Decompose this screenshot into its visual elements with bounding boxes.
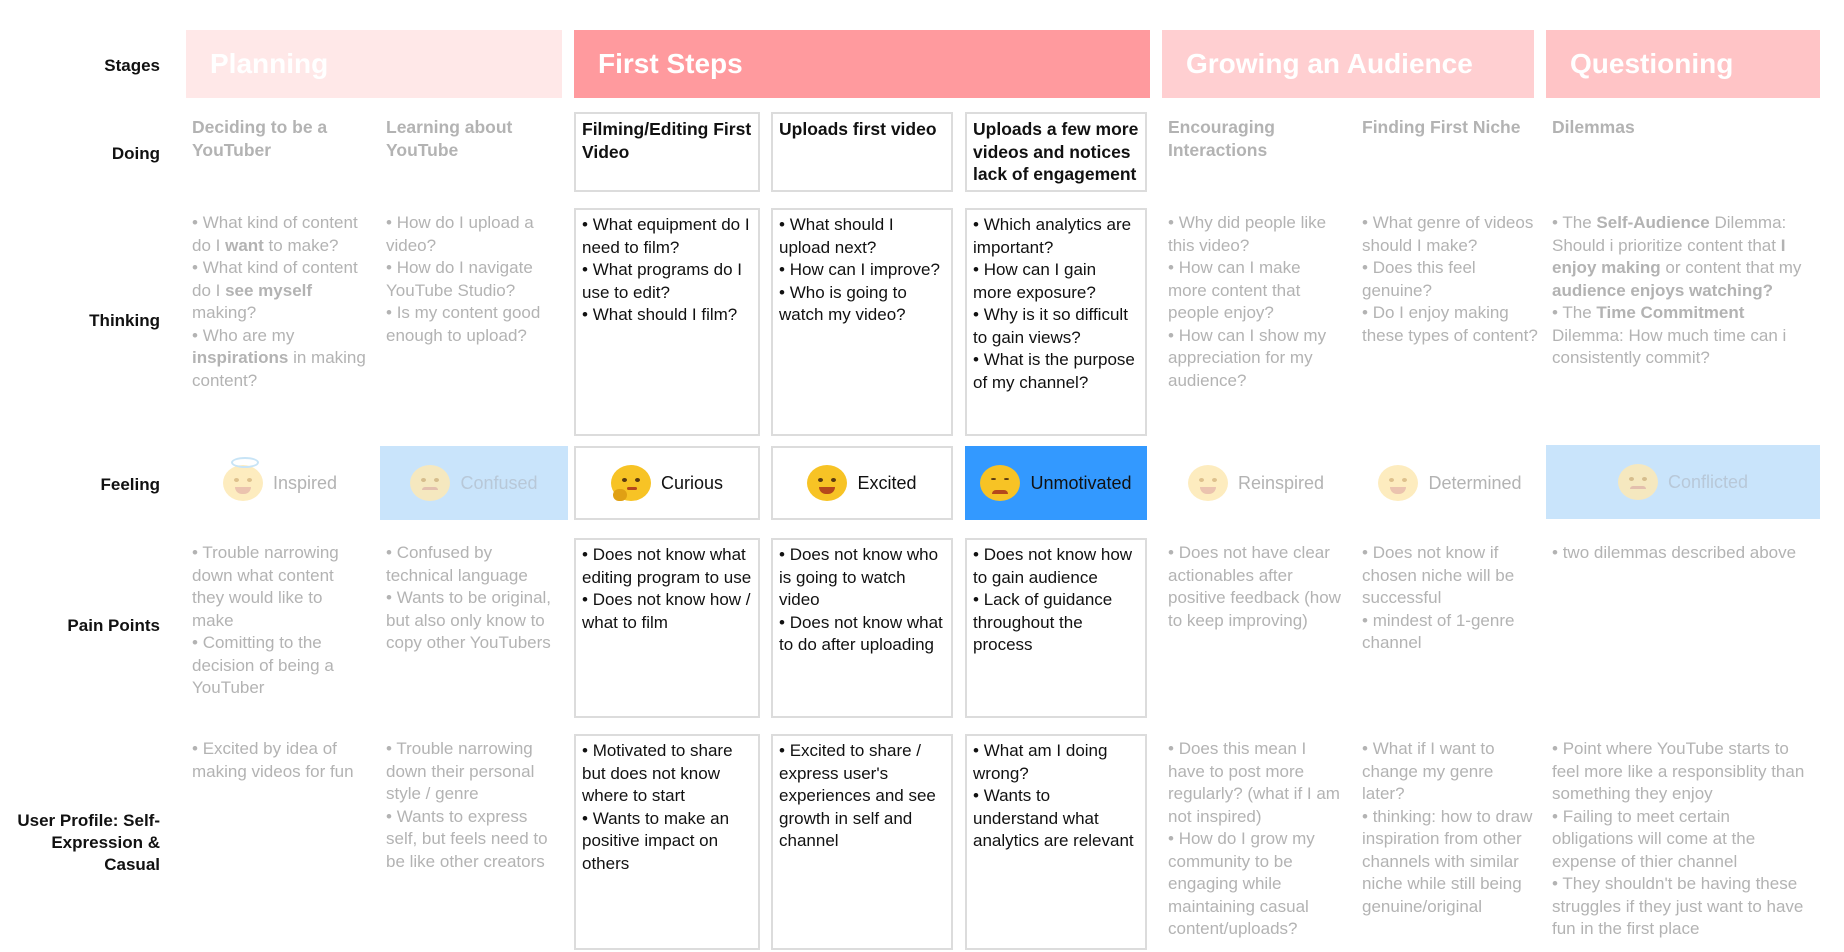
bullet-list [1552, 542, 1814, 565]
thinking-text: What kind of content do I [192, 213, 358, 255]
doing-cell [186, 112, 374, 192]
thinking-item: • Why is it so difficult to gain views? [973, 304, 1139, 349]
laughing-face-emoji-icon [1188, 465, 1228, 501]
pain-point-item: • Does not know how / what to film [582, 589, 752, 634]
bullet-list [1168, 738, 1344, 941]
doing-text: Deciding to be a YouTuber [192, 117, 328, 160]
pain-points-cell [1546, 538, 1820, 718]
bullet-list [582, 214, 752, 327]
thinking-item: • What programs do I use to edit? [582, 259, 752, 304]
bullet-list [1168, 212, 1344, 392]
profile-item: • Wants to understand what analytics are relevant [973, 785, 1139, 853]
feeling-cell [186, 446, 374, 520]
bullet-list [779, 740, 945, 853]
thinking-item: • Does this feel genuine? [1362, 257, 1538, 302]
doing-cell [965, 112, 1147, 192]
thinking-cell [186, 208, 374, 436]
doing-text: Dilemmas [1552, 117, 1635, 137]
feeling-label: Curious [660, 472, 724, 493]
profile-item: • Wants to make an positive impact on others [582, 808, 752, 876]
profile-item: • Motivated to share but does not know where to start [582, 740, 752, 808]
thinking-text: Dilemma: Should i prioritize content that [1552, 213, 1787, 255]
thinking-cell [965, 208, 1147, 436]
doing-cell [771, 112, 953, 192]
pain-points-cell [574, 538, 760, 718]
thinking-item: • What is the purpose of my channel? [973, 349, 1139, 394]
doing-text: Filming/Editing First Video [582, 119, 752, 162]
user-profile-cell [1546, 734, 1820, 950]
pain-point-item: • Comitting to the decision of being a YouTuber [192, 632, 368, 700]
profile-item: • thinking: how to draw inspiration from other channels with similar niche while still being genuine/original [1362, 806, 1538, 919]
stage-label: Planning [210, 48, 329, 79]
feeling-cell [1546, 445, 1820, 519]
stage-label: Questioning [1570, 48, 1734, 79]
thinking-text: Who are my [202, 325, 295, 345]
pain-points-cell [186, 538, 374, 718]
feeling-label: Excited [857, 472, 917, 493]
grinning-face-emoji-icon [1378, 465, 1418, 501]
excited-face-emoji-icon [807, 465, 847, 501]
row-label-user-profile: User Profile: Self-Expression & Casual [17, 811, 160, 874]
pain-point-item: • Does not know what editing program to use [582, 544, 752, 589]
pain-point-item: • mindest of 1-genre channel [1362, 610, 1538, 655]
pain-points-cell [771, 538, 953, 718]
feeling-cell [574, 446, 760, 520]
user-profile-cell [1356, 734, 1544, 950]
thinking-item: • How do I upload a video? [386, 212, 562, 257]
feeling-cell [1162, 446, 1350, 520]
bullet-list [582, 740, 752, 875]
pain-point-item: • Wants to be original, but also only know to copy other YouTubers [386, 587, 562, 655]
thinking-cell [1356, 208, 1544, 436]
pain-point-item: • Lack of guidance throughout the process [973, 589, 1139, 657]
emphasis-text: see myself [225, 280, 313, 300]
bullet-list [386, 542, 562, 655]
stage-label: First Steps [598, 48, 743, 79]
thinking-text: What kind of content do I [192, 258, 358, 300]
emphasis-text: Self-Audience [1596, 213, 1710, 232]
feeling-cell [1356, 446, 1544, 520]
user-profile-cell [965, 734, 1147, 950]
thinking-cell [574, 208, 760, 436]
feeling-label: Conflicted [1667, 471, 1749, 492]
feeling-label: Unmotivated [1030, 472, 1132, 493]
pain-points-cell [965, 538, 1147, 718]
row-label-pain-points: Pain Points [67, 616, 160, 635]
pain-point-item: • Does not know how to gain audience [973, 544, 1139, 589]
doing-cell [1356, 112, 1544, 192]
thinking-item: • Why did people like this video? [1168, 212, 1344, 257]
pain-point-item: • two dilemmas described above [1552, 542, 1814, 565]
profile-item: • Excited to share / express user's experiences and see growth in self and channel [779, 740, 945, 853]
pain-point-item: • Does not know what to do after uploading [779, 612, 945, 657]
feeling-cell [771, 446, 953, 520]
pain-point-item: • Does not know if chosen niche will be successful [1362, 542, 1538, 610]
row-label-doing: Doing [111, 144, 160, 163]
thinking-item [192, 325, 368, 393]
thinking-text: The [1562, 213, 1597, 232]
pain-points-cell [1356, 538, 1544, 718]
profile-item: • Point where YouTube starts to feel more like a responsiblity than something they enjoy [1552, 738, 1814, 806]
feeling-label: Inspired [272, 472, 338, 493]
profile-item: • Excited by idea of making videos for fun [192, 738, 368, 783]
profile-item: • Failing to meet certain obligations will come at the expense of thier channel [1552, 806, 1814, 874]
user-profile-cell [771, 734, 953, 950]
feeling-label: Confused [460, 472, 538, 493]
bullet-list [973, 544, 1139, 657]
profile-item: • Trouble narrowing down their personal style / genre [386, 738, 562, 806]
bullet-list [1362, 738, 1538, 918]
stage-first-steps [574, 30, 1150, 98]
thinking-text: or content that my [1660, 258, 1802, 277]
emphasis-text: Time Commitment [1596, 303, 1745, 322]
profile-item: • How do I grow my community to be engaging while maintaining casual content/uploads? [1168, 828, 1344, 941]
thinking-item [192, 212, 368, 257]
emphasis-text: want [225, 235, 264, 255]
doing-cell [1546, 112, 1820, 192]
thinking-text: Dilemma: How much time can i consistently commit? [1552, 325, 1787, 367]
thinking-cell [771, 208, 953, 436]
pain-point-item: • Does not know who is going to watch video [779, 544, 945, 612]
bullet-list [386, 738, 562, 873]
user-profile-cell [1162, 734, 1350, 950]
bullet-list [779, 214, 945, 327]
user-profile-cell [380, 734, 568, 950]
row-label-feeling: Feeling [100, 475, 160, 494]
emphasis-text: inspirations [192, 348, 289, 367]
profile-item: • What if I want to change my genre later? [1362, 738, 1538, 806]
profile-item: • Does this mean I have to post more regularly? (what if I am not inspired) [1168, 738, 1344, 828]
stage-growing-audience [1162, 30, 1534, 98]
thinking-item: • Is my content good enough to upload? [386, 302, 562, 347]
doing-text: Uploads a few more videos and notices lack of engagement [973, 119, 1139, 184]
thinking-item [1552, 302, 1814, 370]
bullet-list [1362, 542, 1538, 655]
bullet-list [582, 544, 752, 634]
profile-item: • They shouldn't be having these struggles if they just want to have fun in the first place [1552, 873, 1814, 941]
unamused-face-emoji-icon [980, 465, 1020, 501]
thinking-text: making? [192, 303, 257, 322]
feeling-cell [380, 446, 568, 520]
thinking-item: • What should I upload next? [779, 214, 945, 259]
user-profile-cell [186, 734, 374, 950]
pain-point-item: • Confused by technical language [386, 542, 562, 587]
bullet-list [1552, 212, 1814, 370]
thinking-text: The [1562, 303, 1597, 322]
doing-cell [574, 112, 760, 192]
bullet-list [386, 212, 562, 347]
thinking-item [192, 257, 368, 325]
bullet-list [973, 740, 1139, 853]
thinking-item: • How can I improve? [779, 259, 945, 282]
feeling-cell [965, 446, 1147, 520]
thinking-item: • Which analytics are important? [973, 214, 1139, 259]
thinking-item: • How can I make more content that people enjoy? [1168, 257, 1344, 325]
bullet-list [779, 544, 945, 657]
doing-text: Finding First Niche [1362, 117, 1521, 137]
confused-face-emoji-icon [410, 465, 450, 501]
thinking-item: • Who is going to watch my video? [779, 282, 945, 327]
frowning-face-emoji-icon [1618, 464, 1658, 500]
bullet-list [1168, 542, 1344, 632]
thinking-cell [1546, 208, 1820, 436]
feeling-label: Determined [1428, 472, 1522, 493]
doing-cell [380, 112, 568, 192]
angel-face-emoji-icon [223, 465, 263, 501]
thinking-item: • Do I enjoy making these types of content? [1362, 302, 1538, 347]
doing-cell [1162, 112, 1350, 192]
row-label-thinking: Thinking [89, 311, 160, 330]
profile-item: • Wants to express self, but feels need to be like other creators [386, 806, 562, 874]
pain-points-cell [380, 538, 568, 718]
profile-item: • What am I doing wrong? [973, 740, 1139, 785]
bullet-list [1552, 738, 1814, 941]
thinking-cell [380, 208, 568, 436]
thinking-item: • What equipment do I need to film? [582, 214, 752, 259]
stage-label: Growing an Audience [1186, 48, 1473, 79]
thinking-item [1552, 212, 1814, 302]
emphasis-text: audience enjoys watching? [1552, 280, 1774, 300]
doing-text: Learning about YouTube [386, 117, 513, 160]
stage-planning [186, 30, 562, 98]
thinking-item: • What should I film? [582, 304, 752, 327]
thinking-text: in making content? [192, 348, 366, 390]
thinking-cell [1162, 208, 1350, 436]
pain-point-item: • Does not have clear actionables after positive feedback (how to keep improving) [1168, 542, 1344, 632]
doing-text: Uploads first video [779, 119, 937, 139]
bullet-list [192, 212, 368, 392]
thinking-item: • How can I gain more exposure? [973, 259, 1139, 304]
thinking-item: • How do I navigate YouTube Studio? [386, 257, 562, 302]
doing-text: Encouraging Interactions [1168, 117, 1275, 160]
pain-point-item: • Trouble narrowing down what content they would like to make [192, 542, 368, 632]
thinking-text: to make? [263, 235, 339, 255]
thinking-item: • What genre of videos should I make? [1362, 212, 1538, 257]
user-profile-cell [574, 734, 760, 950]
bullet-list [192, 738, 368, 783]
bullet-list [1362, 212, 1538, 347]
thinking-item: • How can I show my appreciation for my audience? [1168, 325, 1344, 393]
emphasis-text: I enjoy making [1552, 235, 1786, 277]
bullet-list [192, 542, 368, 700]
stage-questioning [1546, 30, 1820, 98]
row-label-stages: Stages [104, 56, 160, 75]
feeling-label: Reinspired [1237, 472, 1325, 493]
bullet-list [973, 214, 1139, 394]
thinking-face-emoji-icon [611, 465, 651, 501]
pain-points-cell [1162, 538, 1350, 718]
